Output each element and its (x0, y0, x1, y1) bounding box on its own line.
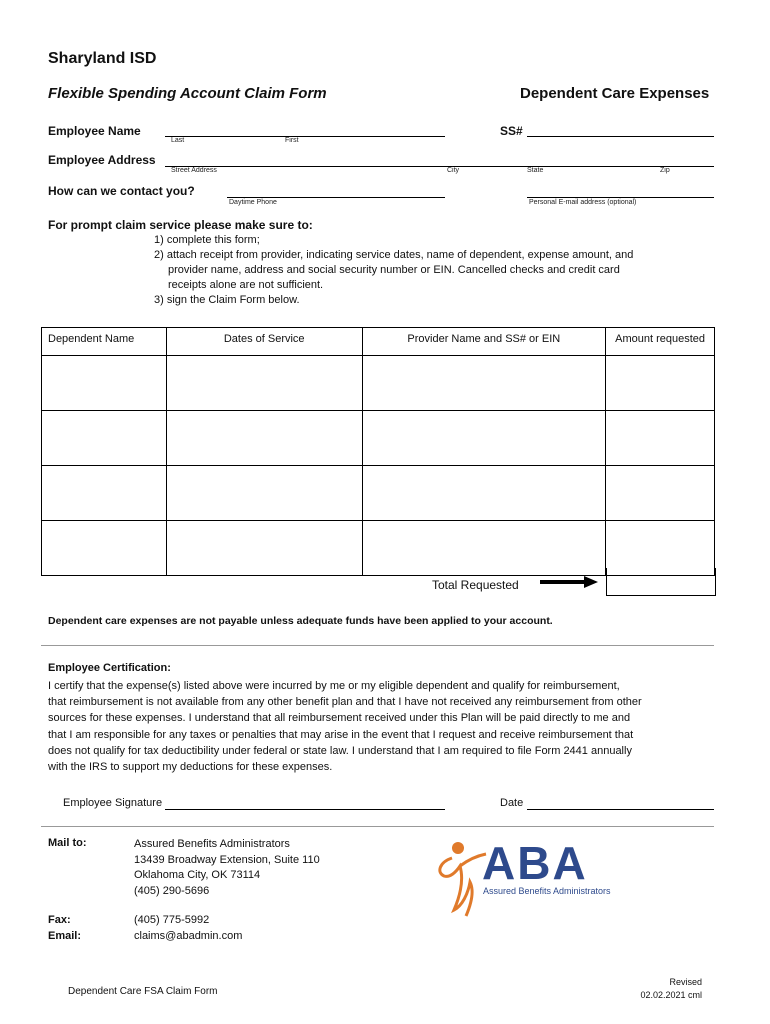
claims-table (41, 327, 715, 576)
signature-field[interactable] (165, 809, 445, 810)
logo-tagline: Assured Benefits Administrators (483, 886, 611, 896)
cell-provider[interactable] (362, 521, 606, 576)
street-hint: Street Address (171, 167, 217, 174)
instruction-2b: provider name, address and social security number or EIN. Cancelled checks and credit card (168, 264, 620, 276)
cell-dates[interactable] (166, 411, 362, 466)
cell-provider[interactable] (362, 356, 606, 411)
signature-label: Employee Signature (63, 797, 163, 809)
zip-hint: Zip (660, 167, 670, 174)
email-value[interactable]: claims@abadmin.com (134, 930, 243, 942)
form-title: Flexible Spending Account Claim Form (48, 85, 327, 102)
instruction-1: 1) complete this form; (154, 234, 260, 246)
cell-dependent[interactable] (42, 411, 167, 466)
instruction-2: 2) attach receipt from provider, indicating service dates, name of dependent, expense amount, and (154, 249, 634, 261)
col-dates-of-service: Dates of Service (166, 328, 362, 356)
col-amount: Amount requested (606, 328, 715, 356)
state-hint: State (527, 167, 544, 174)
email-field[interactable] (527, 197, 714, 198)
cell-dependent[interactable] (42, 521, 167, 576)
employee-name-field[interactable] (165, 136, 445, 137)
ss-field[interactable] (527, 136, 714, 137)
certification-line: does not qualify for tax deductibility under federal or state law. I understand that I am required to file Form 2441 annually (48, 744, 632, 757)
mail-line: (405) 290-5696 (134, 884, 210, 897)
fax-label: Fax: (48, 914, 71, 926)
certification-line: with the IRS to support my deductions for these expenses. (48, 761, 333, 774)
form-type: Dependent Care Expenses (520, 85, 710, 102)
cell-dependent[interactable] (42, 466, 167, 521)
certification-text (48, 678, 728, 775)
arrow-right-icon (540, 575, 600, 589)
date-label: Date (500, 797, 524, 809)
mail-label: Mail to: (48, 837, 87, 849)
mail-address (134, 837, 320, 899)
table-row (42, 466, 715, 521)
certification-line: sources for these expenses. I understand that all reimbursement received under this Plan will be paid directly to me and (48, 712, 631, 725)
divider (41, 826, 714, 827)
employee-address-field[interactable] (165, 166, 714, 167)
table-row (42, 411, 715, 466)
contact-label: How can we contact you? (48, 184, 195, 198)
total-requested-label: Total Requested (432, 578, 519, 592)
cell-amount[interactable] (606, 466, 715, 521)
certification-line: I certify that the expense(s) listed above were incurred by me or my eligible dependent and qualify for reimbursement, (48, 680, 620, 692)
cell-provider[interactable] (362, 411, 606, 466)
total-amount-field[interactable] (606, 568, 716, 596)
certification-line: that I am responsible for any taxes or penalties that may arise in the event that I request and receive reimbursement that (48, 728, 634, 741)
city-hint: City (447, 167, 460, 174)
instruction-3: 3) sign the Claim Form below. (154, 294, 300, 306)
email-hint: Personal E-mail address (optional) (529, 199, 637, 206)
cell-amount[interactable] (606, 356, 715, 411)
footer-revised-value: 02.02.2021 cml (640, 990, 702, 1000)
cell-dates[interactable] (166, 521, 362, 576)
funds-notice: Dependent care expenses are not payable unless adequate funds have been applied to your account. (48, 615, 553, 627)
aba-logo (430, 832, 650, 924)
employee-address-label: Employee Address (48, 153, 156, 167)
phone-hint: Daytime Phone (229, 199, 277, 206)
certification-line: that reimbursement is not available from any other benefit plan and that I have not received any reimbursement from other (48, 696, 642, 709)
mail-line: Oklahoma City, OK 73114 (134, 869, 261, 881)
ss-label: SS# (500, 124, 523, 138)
footer-revised-label: Revised (669, 977, 702, 987)
date-field[interactable] (527, 809, 714, 810)
last-hint: Last (171, 137, 185, 144)
email-label: Email: (48, 930, 82, 942)
mail-line: Assured Benefits Administrators (134, 838, 290, 850)
first-hint: First (285, 137, 299, 144)
phone-field[interactable] (227, 197, 445, 198)
instructions-heading: For prompt claim service please make sure to: (48, 218, 313, 232)
mail-line: 13439 Broadway Extension, Suite 110 (134, 853, 320, 866)
divider (41, 645, 714, 646)
certification-heading: Employee Certification: (48, 662, 171, 674)
cell-dates[interactable] (166, 466, 362, 521)
footer-form-name: Dependent Care FSA Claim Form (68, 986, 218, 997)
cell-amount[interactable] (606, 411, 715, 466)
col-provider: Provider Name and SS# or EIN (362, 328, 606, 356)
cell-provider[interactable] (362, 466, 606, 521)
table-row (42, 356, 715, 411)
cell-dates[interactable] (166, 356, 362, 411)
fax-value: (405) 775-5992 (134, 914, 210, 926)
instruction-2c: receipts alone are not sufficient. (168, 279, 324, 291)
org-name: Sharyland ISD (48, 50, 157, 67)
col-dependent-name: Dependent Name (42, 328, 167, 356)
cell-dependent[interactable] (42, 356, 167, 411)
employee-name-label: Employee Name (48, 124, 141, 138)
logo-text: ABA (482, 837, 588, 889)
table-header-row (42, 328, 715, 356)
